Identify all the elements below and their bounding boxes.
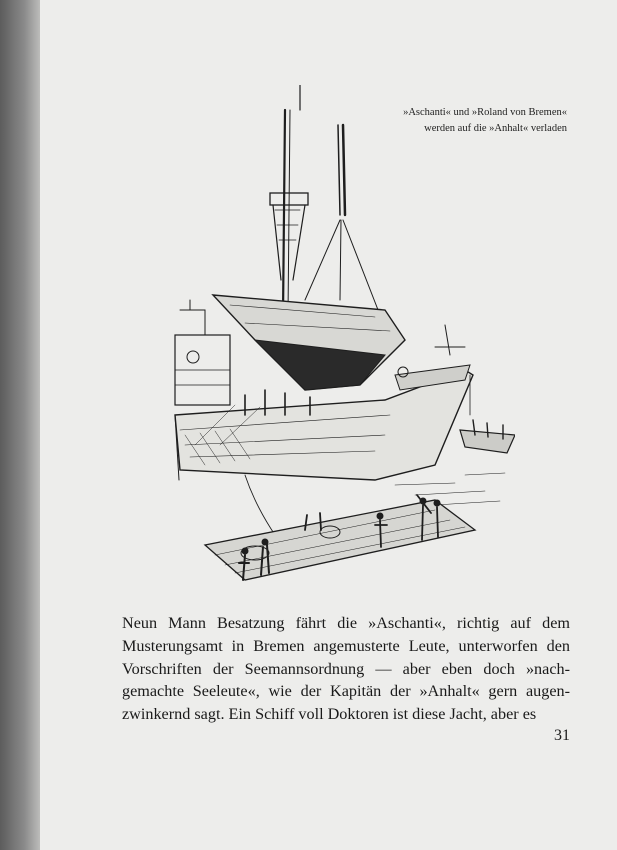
ship-loading-illustration <box>135 85 515 595</box>
page-number: 31 <box>554 727 570 744</box>
body-text <box>122 612 570 726</box>
book-gutter <box>0 0 44 850</box>
body-paragraph: Neun Mann Besatzung fährt die »Aschanti«, richtig auf dem Musterungsamt in Bremen angemusterte Leute, unterworfen den Vorschriften der Seemannsordnung — aber eben doch »nach-gemachte Seeleute«, wie der Kapitän der »Anhalt« gern augen-zwinkernd sagt. Ein Schiff voll Doktoren ist diese Jacht, aber es <box>122 614 570 724</box>
caption-line-2: werden auf die »Anhalt« verladen <box>424 123 567 134</box>
book-page <box>40 0 617 850</box>
caption-line-1: »Aschanti« und »Roland von Bremen« <box>403 107 567 118</box>
